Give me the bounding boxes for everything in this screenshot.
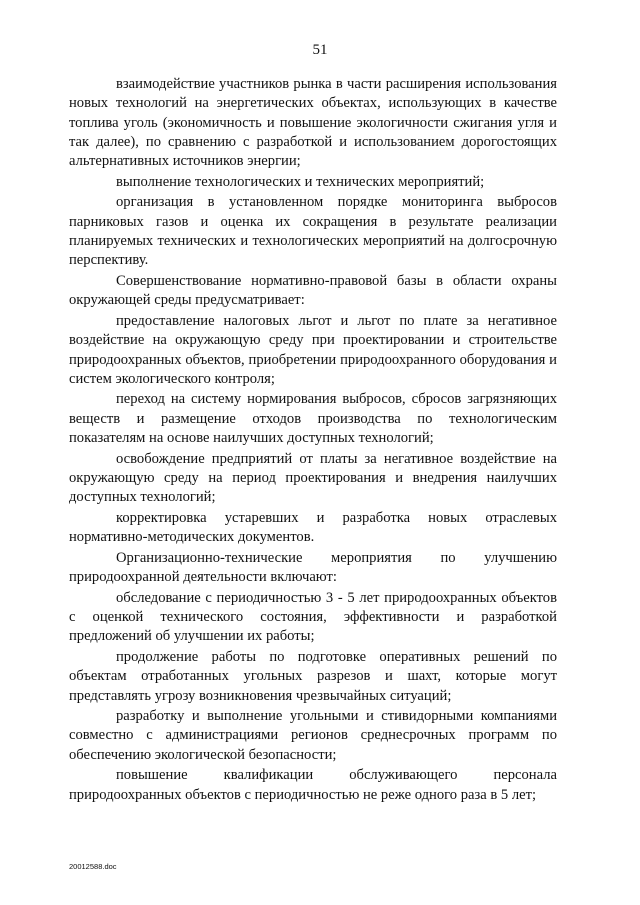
- paragraph: взаимодействие участников рынка в части расширения использования новых технологий на энергетических объектах, использующих в качестве топлива уголь (экономичность и повышение экологичности сжигания угля и так далее), по сравнению с разработкой и использованием дорогостоящих альтернативных источников энергии;: [69, 76, 557, 170]
- paragraph: выполнение технологических и технических мероприятий;: [116, 173, 485, 190]
- paragraph: корректировка устаревших и разработка новых отраслевых нормативно-методических документов.: [69, 509, 557, 546]
- paragraph: продолжение работы по подготовке оперативных решений по объектам отработанных угольных разрезов и шахт, которые могут представлять угрозу возникновения чрезвычайных ситуаций;: [69, 648, 557, 704]
- footer-filename: 20012588.doc: [69, 862, 117, 871]
- paragraph: обследование с периодичностью 3 - 5 лет природоохранных объектов с оценкой технического состояния, эффективности и разработкой предложений об улучшении их работы;: [69, 589, 557, 645]
- paragraph: разработку и выполнение угольными и стивидорными компаниями совместно с администрациями регионов среднесрочных программ по обеспечению экологической безопасности;: [69, 708, 557, 763]
- paragraph: повышение квалификации обслуживающего персонала природоохранных объектов с периодичностью не реже одного раза в 5 лет;: [69, 767, 557, 803]
- body-text: [69, 75, 557, 806]
- paragraph: Совершенствование нормативно-правовой базы в области охраны окружающей среды предусматривает:: [69, 273, 557, 309]
- paragraph: переход на систему нормирования выбросов, сбросов загрязняющих веществ и размещение отходов производства по технологическим показателям на основе наилучших доступных технологий;: [69, 391, 557, 447]
- paragraph: Организационно-технические мероприятия по улучшению природоохранной деятельности включают:: [69, 549, 557, 586]
- page-number: 51: [312, 42, 328, 58]
- paragraph: предоставление налоговых льгот и льгот по плате за негативное воздействие на окружающую среду при проектировании и строительстве природоохранных объектов, приобретении природоохранного оборудования и систем экологического контроля;: [69, 312, 557, 387]
- paragraph: организация в установленном порядке мониторинга выбросов парниковых газов и оценка их сокращения в результате реализации планируемых технических и технологических мероприятий на долгосрочную перспективу.: [69, 194, 557, 269]
- paragraph: освобождение предприятий от платы за негативное воздействие на окружающую среду на период проектирования и внедрения наилучших доступных технологий;: [69, 450, 557, 506]
